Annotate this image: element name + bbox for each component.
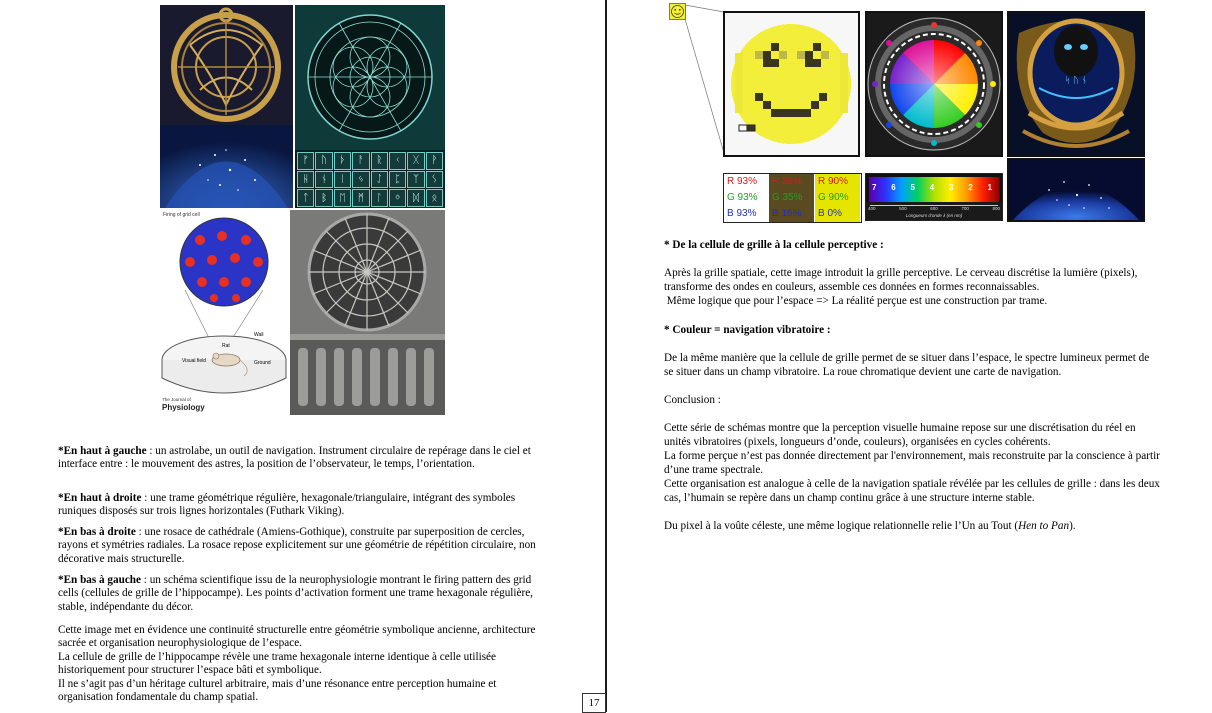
- mask-glyphs: ᛋ ᚢ ᚾ: [1065, 76, 1087, 86]
- rgb-g-value: G 90%: [818, 192, 849, 203]
- rgb-r-value: R 35%: [772, 176, 803, 187]
- astrolabe-image: [160, 5, 293, 208]
- paragraph-color-navigation: De la même manière que la cellule de grille permet de se situer dans l’espace, le spectre lumineux permet de se situer dans un champ vibratoire. La roue chromatique devient une carte de navigation.: [664, 352, 1150, 378]
- wall-label: Wall: [254, 332, 264, 338]
- spectrum-number: 5: [910, 183, 915, 192]
- conclusion-line: Cette organisation est analogue à celle de la navigation spatiale révélée par les cellules de grille : dans les deux cas, l’humain se repère dans un champ continu grâce à une structure interne stable.: [664, 478, 1160, 504]
- spectrum-axis: [866, 202, 1002, 220]
- page-number: 17: [582, 693, 606, 713]
- page-divider: [605, 0, 607, 712]
- journal-label-bottom: Physiology: [162, 403, 205, 412]
- rune-cell: ᚹ: [426, 152, 443, 170]
- rune-cell: ᛟ: [426, 189, 443, 207]
- rgb-table: [723, 173, 862, 223]
- spectrum-numbers: [872, 183, 992, 192]
- spectrum-image: [865, 173, 1003, 221]
- rune-cell: ᚱ: [371, 152, 388, 170]
- rose-window-image: [290, 210, 445, 415]
- rune-cell: ᛊ: [426, 171, 443, 189]
- rgb-r-value: R 90%: [818, 176, 849, 187]
- rgb-b-value: B 16%: [772, 208, 802, 219]
- rune-cell: ᛉ: [407, 171, 424, 189]
- paragraph-perception: [664, 266, 1158, 308]
- color-wheel-image: [865, 11, 1003, 157]
- spectrum-axis-label: Longueurs d’onde λ (en nm): [905, 213, 963, 218]
- rgb-column-yellow: [815, 174, 860, 222]
- firing-label: Firing of grid cell: [163, 212, 200, 218]
- spectrum-tick: 600: [930, 206, 938, 211]
- rune-cell: ᛃ: [352, 171, 369, 189]
- rune-cell: ᛚ: [371, 189, 388, 207]
- ground-label: Ground: [254, 360, 271, 366]
- golden-mask-image: [1007, 11, 1145, 157]
- journal-label-top: The Journal of: [162, 397, 191, 402]
- spectrum-number: 7: [872, 183, 877, 192]
- zoom-guides: [669, 3, 729, 183]
- paragraph-top-right: *En haut à droite : une trame géométrique régulière, hexagonale/triangulaire, intégrant des symboles runiques disposés sur trois lignes horizontales (Futhark Viking).: [58, 492, 516, 518]
- paragraph-bottom-left: *En bas à gauche : un schéma scientifique issu de la neurophysiologie montrant le firing pattern des grid cells (cellules de grille de l’hippocampe). Les points d’activation forment une trame hexagonale régulière, stable, indépendante du décor.: [58, 574, 533, 613]
- closing-block: [58, 624, 550, 704]
- closing-line: La cellule de grille de l’hippocampe révèle une trame hexagonale interne identique à celle utilisée historiquement pour structurer l’espace bâti et symbolique.: [58, 650, 496, 677]
- heading-conclusion: Conclusion :: [664, 394, 721, 406]
- spectrum-number: 3: [949, 183, 954, 192]
- pixel-smiley-image: [723, 11, 860, 157]
- spectrum-tick: 800: [992, 206, 1000, 211]
- rgb-column-dark: [769, 174, 814, 222]
- rgb-g-value: G 93%: [727, 192, 758, 203]
- grid-cells-image: [160, 210, 288, 415]
- heading-perception: * De la cellule de grille à la cellule perceptive :: [664, 239, 884, 251]
- sacred-geometry-image: [295, 5, 445, 208]
- rune-cell: ᚷ: [407, 152, 424, 170]
- conclusion-line: Cette série de schémas montre que la perception visuelle humaine repose sur une discrétisation du réel en unités vibratoires (pixels, longueurs d’onde, couleurs), organisées en cycles cohérents.: [664, 422, 1136, 448]
- rat-label: Rat: [222, 343, 230, 349]
- rgb-r-value: R 93%: [727, 176, 758, 187]
- spectrum-number: 1: [987, 183, 992, 192]
- closing-line: Il ne s’agit pas d’un héritage culturel arbitraire, mais d’une résonance entre perception humaine et organisation fondamentale du champ spatial.: [58, 677, 497, 704]
- rune-cell: ᛗ: [352, 189, 369, 207]
- heading-color-navigation: * Couleur = navigation vibratoire :: [664, 324, 831, 336]
- spectrum-number: 4: [929, 183, 935, 192]
- rune-cell: ᚠ: [297, 152, 314, 170]
- rune-cell: ᛞ: [407, 189, 424, 207]
- rune-cell: ᚢ: [315, 152, 332, 170]
- rune-cell: ᚺ: [297, 171, 314, 189]
- rgb-column-white: [724, 174, 769, 222]
- conclusion-line: La forme perçue n’est pas donnée directement par l'environnement, mais reconstruite par la conscience à partir d’une trame spectrale.: [664, 450, 1160, 476]
- rune-cell: ᛒ: [315, 189, 332, 207]
- rune-cell: ᛖ: [334, 189, 351, 207]
- perception-line: Après la grille spatiale, cette image introduit la grille perceptive. Le cerveau discrétise la lumière (pixels), transforme des ondes en couleurs, assemble ces données en formes reconnaissables.: [664, 267, 1138, 293]
- rune-cell: ᚦ: [334, 152, 351, 170]
- paragraph-bottom-right: *En bas à droite : une rosace de cathédrale (Amiens-Gothique), construite par superposition de cercles, rayons et symétries radiales. La rosace repose explicitement sur une géométrie de répétition circulaire, non décorative mais structurelle.: [58, 526, 536, 565]
- rune-cell: ᛇ: [371, 171, 388, 189]
- rune-grid: [297, 152, 443, 207]
- rune-cell: ᛜ: [389, 189, 406, 207]
- rgb-g-value: G 35%: [772, 192, 803, 203]
- paragraph-top-left: *En haut à gauche : un astrolabe, un outil de navigation. Instrument circulaire de repérage dans le ciel et interface entre : le mouvement des astres, la position de l’observateur, le temps, l’orientation.: [58, 445, 531, 471]
- rune-cell: ᚲ: [389, 152, 406, 170]
- spectrum-tick: 400: [868, 206, 876, 211]
- rgb-b-value: B 93%: [727, 208, 757, 219]
- rune-cell: ᛈ: [389, 171, 406, 189]
- final-sentence: Du pixel à la voûte céleste, une même logique relationnelle relie l’Un au Tout (Hen to Pan).: [664, 520, 1076, 532]
- spectrum-number: 6: [891, 183, 896, 192]
- spectrum-tick: 700: [961, 206, 969, 211]
- visual-field-label: Visual field: [182, 358, 207, 364]
- closing-line: Cette image met en évidence une continuité structurelle entre géométrie symbolique ancienne, architecture sacrée et organisation neurophysiologique de l’espace.: [58, 624, 536, 650]
- rune-cell: ᛏ: [297, 189, 314, 207]
- spectrum-tick: 500: [899, 206, 907, 211]
- perception-line: Même logique que pour l’espace => La réalité perçue est une construction par trame.: [664, 295, 1048, 307]
- spectrum-number: 2: [968, 183, 973, 192]
- rune-cell: ᛁ: [334, 171, 351, 189]
- paragraph-conclusion: [664, 421, 1160, 505]
- rune-cell: ᚾ: [315, 171, 332, 189]
- night-sky-dome-image: [1007, 158, 1145, 222]
- rune-cell: ᚨ: [352, 152, 369, 170]
- spectrum-ticks: [868, 206, 1000, 211]
- rgb-b-value: B 0%: [818, 208, 842, 219]
